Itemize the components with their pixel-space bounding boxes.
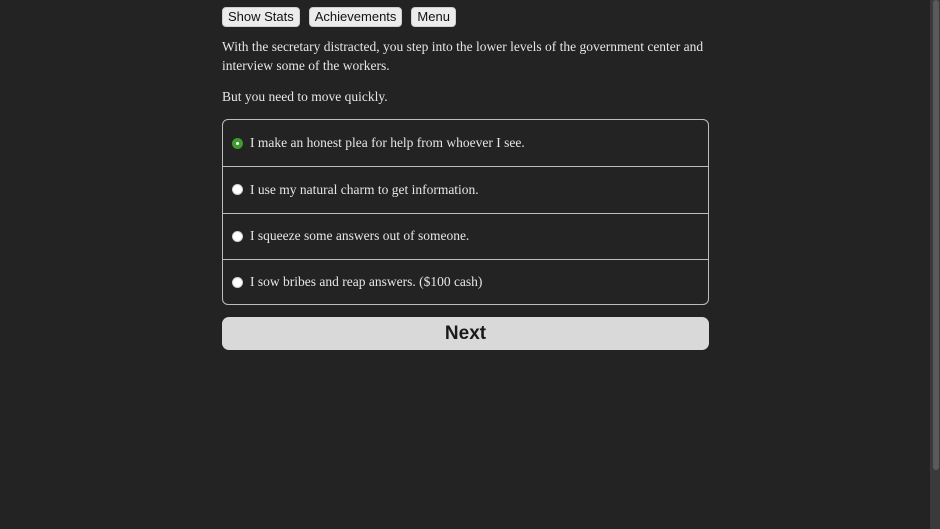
choice-list [222, 119, 709, 305]
show-stats-button[interactable]: Show Stats [222, 7, 300, 27]
radio-button-3[interactable] [232, 231, 243, 242]
radio-button-4[interactable] [232, 277, 243, 288]
choice-option-4[interactable] [223, 259, 708, 305]
radio-button-2[interactable] [232, 184, 243, 195]
scrollbar[interactable] [930, 0, 940, 529]
choice-label-4: I sow bribes and reap answers. ($100 cash) [250, 274, 483, 290]
top-button-bar [222, 7, 456, 27]
choice-label-1: I make an honest plea for help from whoever I see. [250, 135, 525, 151]
scrollbar-thumb[interactable] [933, 0, 939, 470]
achievements-button[interactable]: Achievements [309, 7, 403, 27]
story-paragraph-2: But you need to move quickly. [222, 89, 388, 104]
choice-label-2: I use my natural charm to get information. [250, 181, 479, 197]
next-button[interactable]: Next [222, 317, 709, 350]
choice-option-2[interactable] [223, 166, 708, 212]
choice-option-1[interactable] [223, 120, 708, 166]
choice-label-3: I squeeze some answers out of someone. [250, 228, 470, 244]
radio-button-1[interactable] [232, 138, 243, 149]
story-paragraph-1: With the secretary distracted, you step into the lower levels of the government center and interview some of the workers. [222, 39, 704, 73]
menu-button[interactable]: Menu [411, 7, 456, 27]
choice-option-3[interactable] [223, 213, 708, 259]
